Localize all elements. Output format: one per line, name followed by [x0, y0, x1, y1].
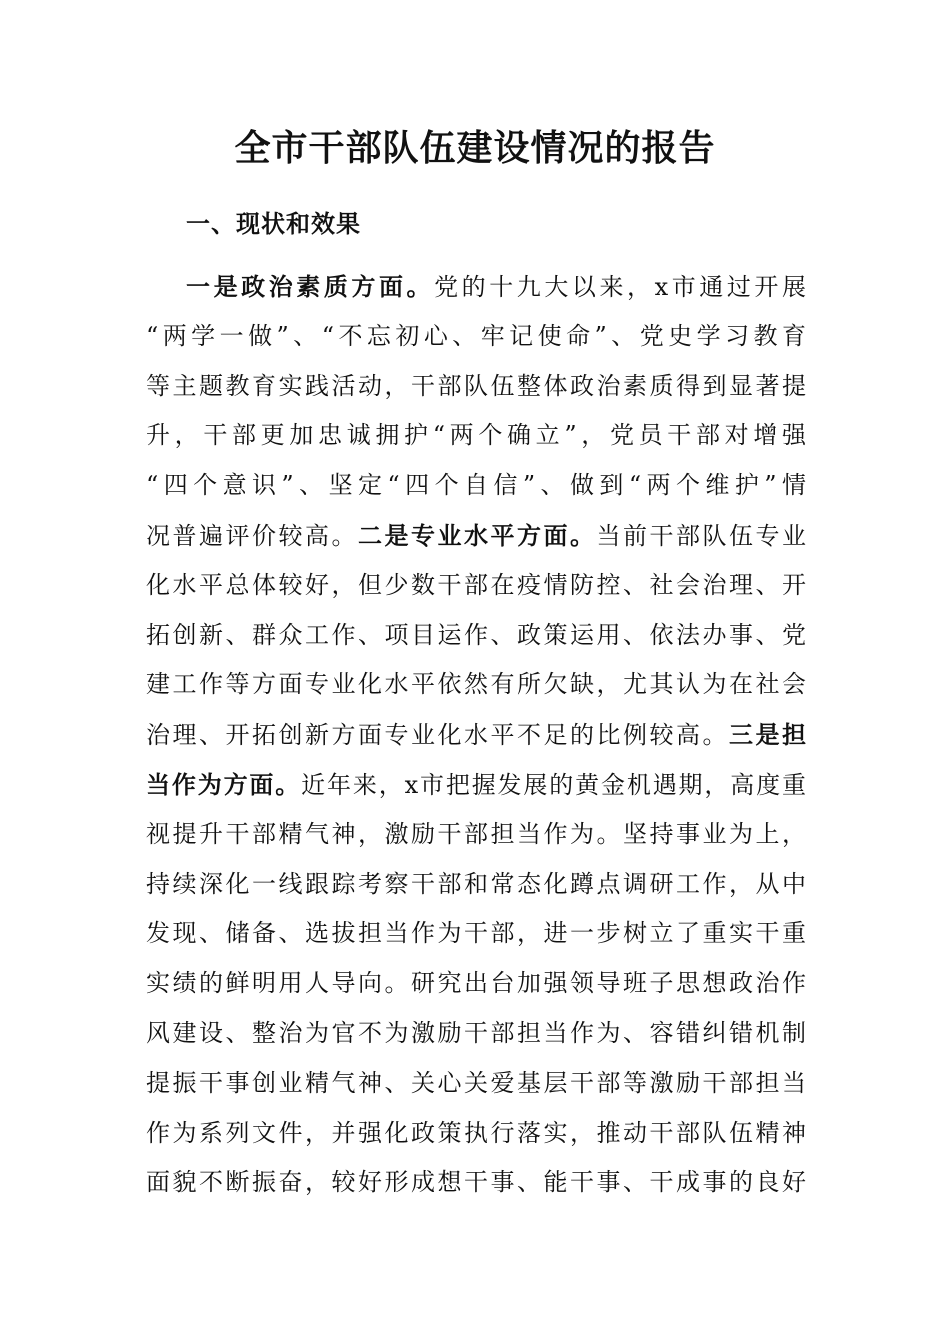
text-line	[146, 810, 806, 860]
text-run: 升，干部更加忠诚拥护“两个确立”，党员干部对增强	[146, 421, 806, 450]
text-line	[146, 660, 806, 710]
text-line	[146, 461, 806, 511]
text-run: “两学一做”、“不忘初心、牢记使命”、党史学习教育	[146, 321, 806, 350]
text-run: 风建设、整治为官不为激励干部担当作为、容错纠错机制	[146, 1018, 806, 1047]
text-line	[146, 312, 806, 362]
text-line	[146, 511, 806, 561]
text-run: 化水平总体较好，但少数干部在疫情防控、社会治理、开	[146, 570, 806, 599]
text-line	[146, 959, 806, 1009]
text-line	[146, 262, 806, 312]
text-run: 视提升干部精气神，激励干部担当作为。坚持事业为上，	[146, 819, 806, 848]
text-run: 发现、储备、选拔担当作为干部，进一步树立了重实干重	[146, 919, 806, 948]
text-run: 建工作等方面专业化水平依然有所欠缺，尤其认为在社会	[146, 670, 806, 699]
text-line	[146, 710, 806, 760]
bold-lead-phrase: 一是政治素质方面。	[186, 272, 435, 301]
text-run: 近年来，x市把握发展的黄金机遇期，高度重	[301, 770, 806, 799]
bold-lead-phrase: 三是担	[729, 720, 806, 750]
text-run: 实绩的鲜明用人导向。研究出台加强领导班子思想政治作	[146, 969, 806, 998]
text-run: 拓创新、群众工作、项目运作、政策运用、依法办事、党	[146, 620, 806, 649]
text-run: 当前干部队伍专业	[596, 521, 806, 550]
text-line	[146, 1109, 806, 1159]
text-run: 面貌不断振奋，较好形成想干事、能干事、干成事的良好	[146, 1168, 806, 1197]
text-line	[146, 411, 806, 461]
bold-lead-phrase: 二是专业水平方面。	[358, 520, 597, 550]
text-run: 治理、开拓创新方面专业化水平不足的比例较高。	[146, 721, 729, 750]
text-run: 作为系列文件，并强化政策执行落实，推动干部队伍精神	[146, 1118, 806, 1147]
text-run: 等主题教育实践活动，干部队伍整体政治素质得到显著提	[146, 371, 806, 400]
section-heading: 一、现状和效果	[186, 209, 361, 238]
text-run: 党的十九大以来，x市通过开展	[434, 273, 806, 301]
page-title: 全市干部队伍建设情况的报告	[234, 127, 716, 169]
text-line	[146, 860, 806, 910]
text-line	[146, 362, 806, 412]
text-line	[146, 561, 806, 611]
body-paragraph	[146, 262, 806, 1208]
text-line	[146, 1158, 806, 1208]
text-run: 提振干事创业精气神、关心关爱基层干部等激励干部担当	[146, 1068, 806, 1097]
text-run: 持续深化一线跟踪考察干部和常态化蹲点调研工作，从中	[146, 869, 806, 898]
bold-lead-phrase: 当作为方面。	[146, 769, 302, 799]
text-line	[146, 909, 806, 959]
text-line	[146, 1059, 806, 1109]
text-run: “四个意识”、坚定“四个自信”、做到“两个维护”情	[146, 471, 806, 500]
text-line	[146, 760, 806, 810]
text-line	[146, 1009, 806, 1059]
text-run: 况普遍评价较高。	[146, 521, 358, 550]
text-line	[146, 611, 806, 661]
